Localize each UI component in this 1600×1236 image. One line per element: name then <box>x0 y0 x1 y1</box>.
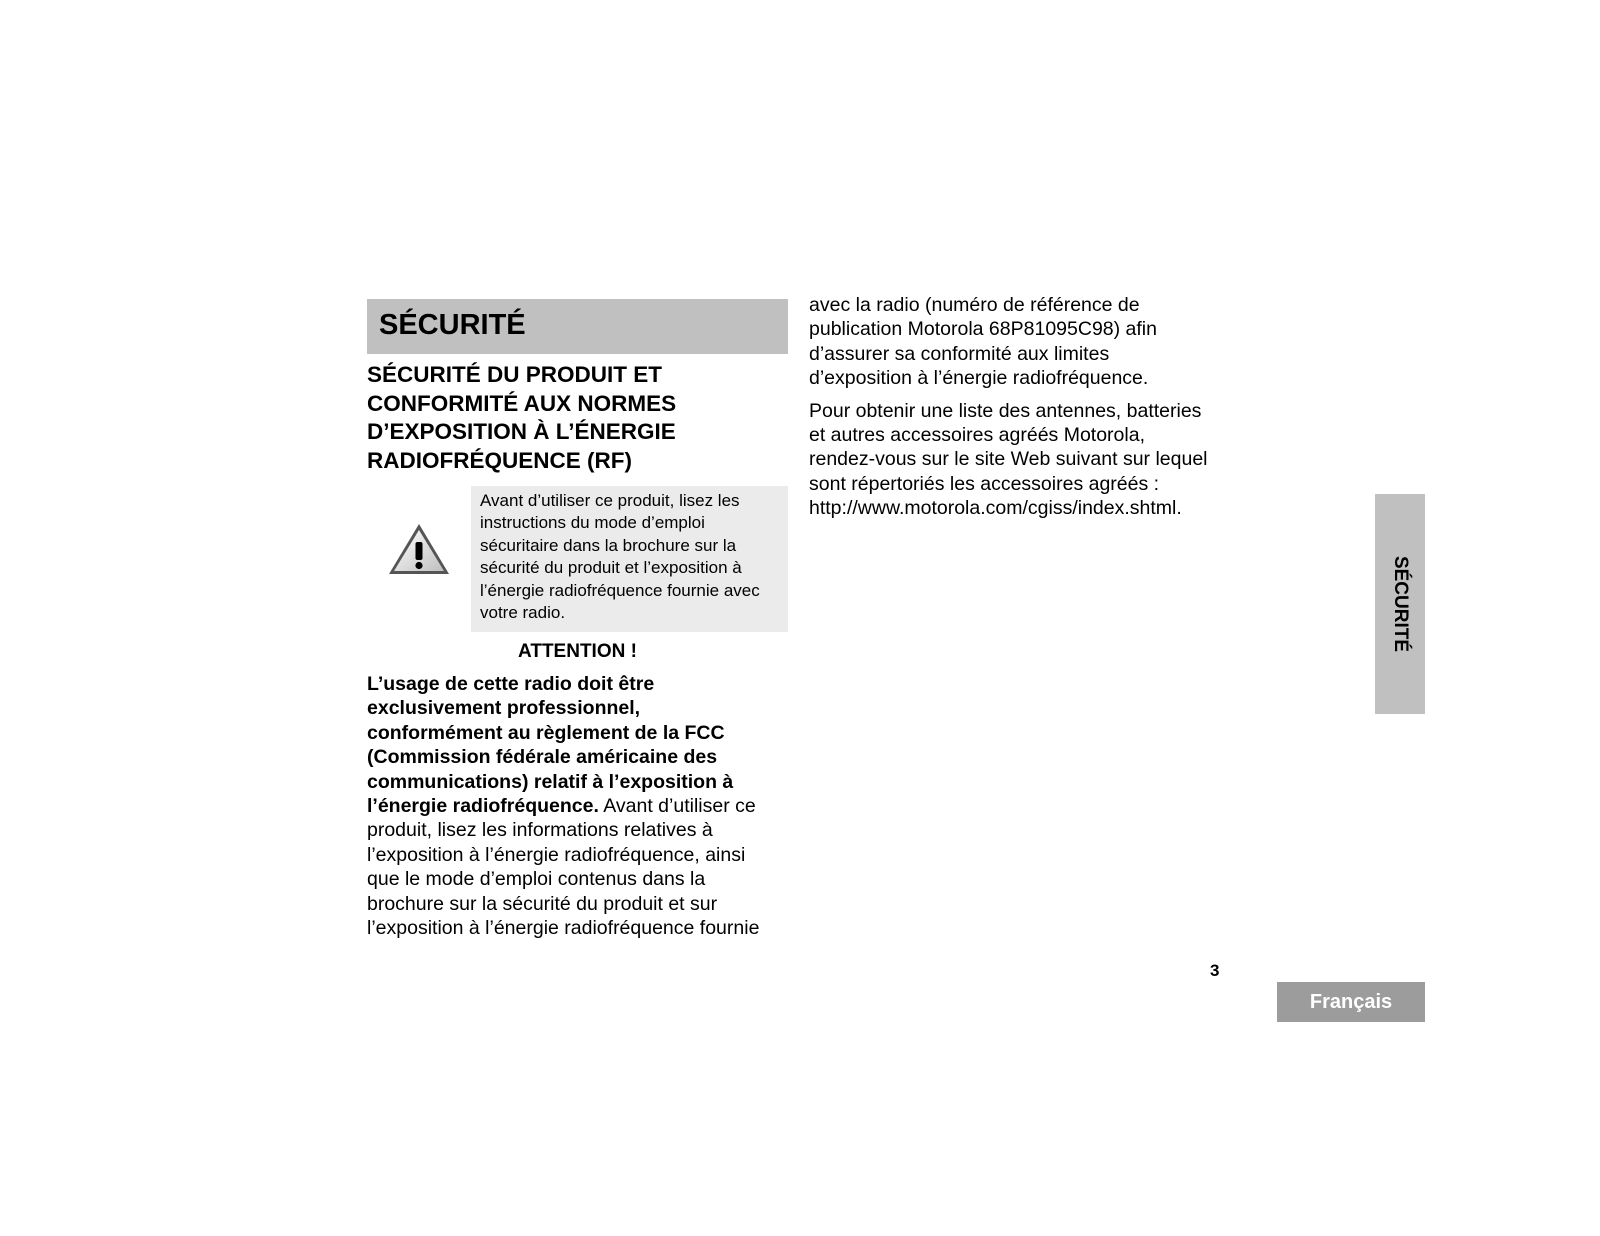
right-para1-line: d’exposition à l’énergie radiofréquence. <box>809 367 1149 390</box>
attention-heading: ATTENTION ! <box>518 641 637 662</box>
language-tab-label: Français <box>1309 991 1393 1013</box>
attention-body-line: que le mode d’emploi contenus dans la <box>367 868 706 891</box>
subheading-line: CONFORMITÉ AUX NORMES <box>367 390 677 416</box>
attention-bold-line: conformément au règlement de la FCC <box>367 721 725 744</box>
safety-note-text <box>480 490 760 624</box>
attention-bold-line: L’usage de cette radio doit être <box>367 673 655 695</box>
subheading <box>367 361 797 475</box>
attention-bold-line: communications) relatif à l’exposition à <box>367 770 734 793</box>
right-para1-line: d’assurer sa conformité aux limites <box>809 342 1110 365</box>
right-para2-line: sont répertoriés les accessoires agréés : <box>809 472 1160 495</box>
page-number: 3 <box>1210 961 1220 980</box>
section-title: SÉCURITÉ <box>379 309 526 341</box>
language-tab <box>1277 982 1425 1022</box>
right-para1-line: avec la radio (numéro de référence de <box>809 294 1140 316</box>
attention-bold-line: (Commission fédérale américaine des <box>367 746 718 769</box>
section-title-banner <box>367 299 788 354</box>
safety-note-line: l’énergie radiofréquence fournie avec <box>480 580 760 600</box>
accessories-url: http://www.motorola.com/cgiss/index.shtml. <box>809 497 1182 520</box>
safety-note-line: sécurité du produit et l’exposition à <box>480 558 742 578</box>
attention-mixed-line: l’énergie radiofréquence. Avant d’utiliser ce <box>367 795 756 818</box>
warning-triangle-icon <box>386 520 452 578</box>
safety-note-line: votre radio. <box>480 603 566 623</box>
right-para2-line: Pour obtenir une liste des antennes, batteries <box>809 399 1202 422</box>
subheading-line: SÉCURITÉ DU PRODUIT ET <box>367 362 663 387</box>
attention-body-line: brochure sur la sécurité du produit et sur <box>367 892 718 915</box>
right-para2-line: rendez-vous sur le site Web suivant sur lequel <box>809 448 1208 471</box>
attention-body-line: l’exposition à l’énergie radiofréquence fournie <box>367 917 760 940</box>
right-para2-line: et autres accessoires agréés Motorola, <box>809 424 1145 447</box>
subheading-line: RADIOFRÉQUENCE (RF) <box>367 447 632 473</box>
safety-note-line: instructions du mode d’emploi <box>480 513 705 533</box>
attention-bold-line: exclusivement professionnel, <box>367 697 641 720</box>
side-tab-label: SÉCURITÉ <box>1390 555 1411 653</box>
safety-note-line: sécuritaire dans la brochure sur la <box>480 535 737 555</box>
right-column-text <box>809 293 1249 521</box>
subheading-line: D’EXPOSITION À L’ÉNERGIE <box>367 419 676 444</box>
right-para1-line: publication Motorola 68P81095C98) afin <box>809 318 1157 341</box>
paragraph-gap <box>809 391 1249 399</box>
attention-body-line: l’exposition à l’énergie radiofréquence, ainsi <box>367 843 746 866</box>
attention-body-line: produit, lisez les informations relatives à <box>367 819 713 842</box>
safety-note-line: Avant d’utiliser ce produit, lisez les <box>480 491 740 510</box>
safety-note-box <box>471 486 788 632</box>
section-side-tab <box>1375 494 1425 714</box>
attention-paragraph <box>367 672 807 940</box>
